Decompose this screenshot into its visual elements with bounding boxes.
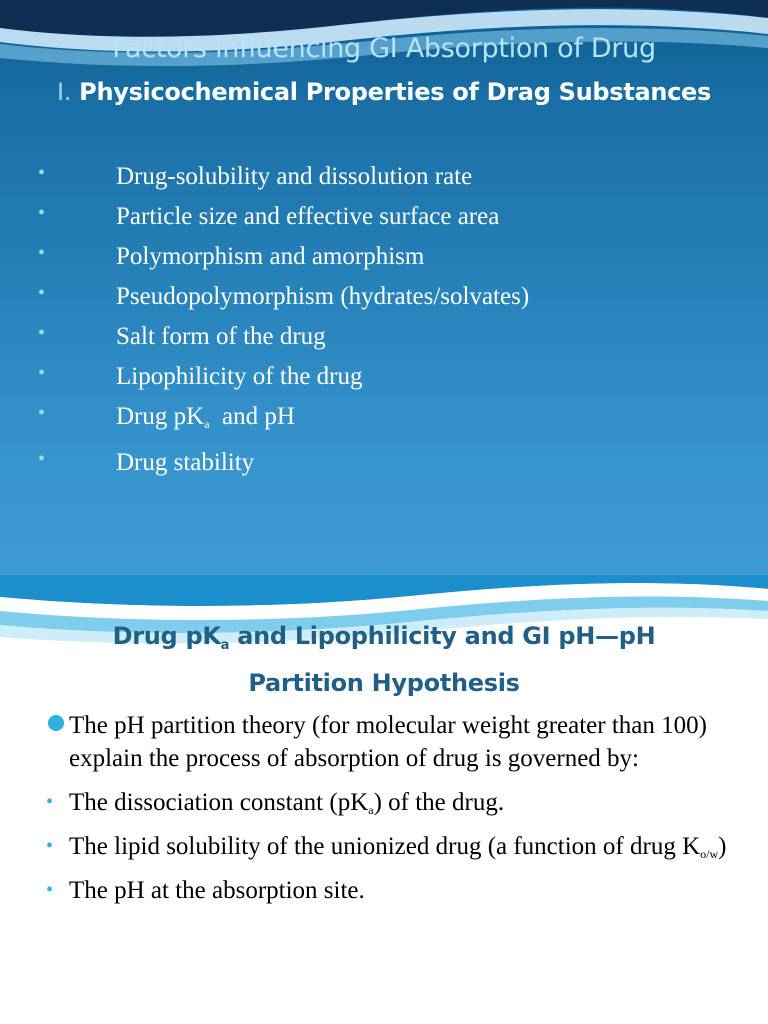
list-item-text: Lipophilicity of the drug (116, 363, 363, 390)
bullet-icon: • (38, 362, 46, 384)
list-item (0, 446, 768, 486)
subtitle-text: Physicochemical Properties of Drag Substances (79, 78, 712, 106)
list-item (0, 240, 768, 280)
slide-2-title: Drug $pK_a$ and Lipophilicity and GI pH—pH Partition Hypothesis (112, 622, 656, 697)
list-item-text: Drug-solubility and dissolution rate (116, 163, 473, 190)
list-item-text: Salt form of the drug (116, 323, 326, 350)
list-item (0, 280, 768, 320)
bullet-icon: • (46, 835, 54, 857)
list-item (0, 400, 768, 440)
slide-2 (0, 575, 768, 1024)
bullet-icon: • (38, 282, 46, 304)
bullet-icon: • (46, 791, 54, 813)
list-item-text: Pseudopolymorphism (hydrates/solvates) (116, 283, 530, 310)
property-list (0, 160, 768, 486)
main-point: The pH partition theory (for molecular weight greater than 100) explain the process of absorption of drug is governed by: (0, 709, 768, 775)
bullet-icon (48, 715, 64, 731)
list-item: • The pH at the absorption site. (0, 874, 768, 907)
slide-1-subtitle (0, 78, 768, 106)
section-numeral: I. (56, 78, 72, 106)
list-item (0, 320, 768, 360)
slide-1-title: Factors influencing GI Absorption of Drug (112, 33, 656, 64)
list-item: • The lipid solubility of the unionized drug (a function of drug $K_{o/w}$) (0, 830, 768, 863)
bullet-icon: • (38, 448, 46, 470)
list-item-text: Drug stability (116, 449, 255, 476)
bullet-icon: • (38, 402, 46, 424)
bullet-icon: • (38, 202, 46, 224)
bullet-icon: • (46, 879, 54, 901)
list-item (0, 160, 768, 200)
bullet-icon: • (38, 162, 46, 184)
list-item (0, 200, 768, 240)
list-item-text: Particle size and effective surface area (116, 203, 500, 230)
list-item: • The dissociation constant $(pK_a)$ of the drug. (0, 786, 768, 819)
bullet-icon: • (38, 322, 46, 344)
list-item (0, 360, 768, 400)
sub-point-list (0, 786, 768, 907)
slide-2-content (0, 709, 768, 907)
list-item-text: Polymorphism and amorphism (116, 243, 425, 270)
bullet-icon: • (38, 242, 46, 264)
list-item-text: Drug $pK_a$ and pH (116, 403, 295, 431)
